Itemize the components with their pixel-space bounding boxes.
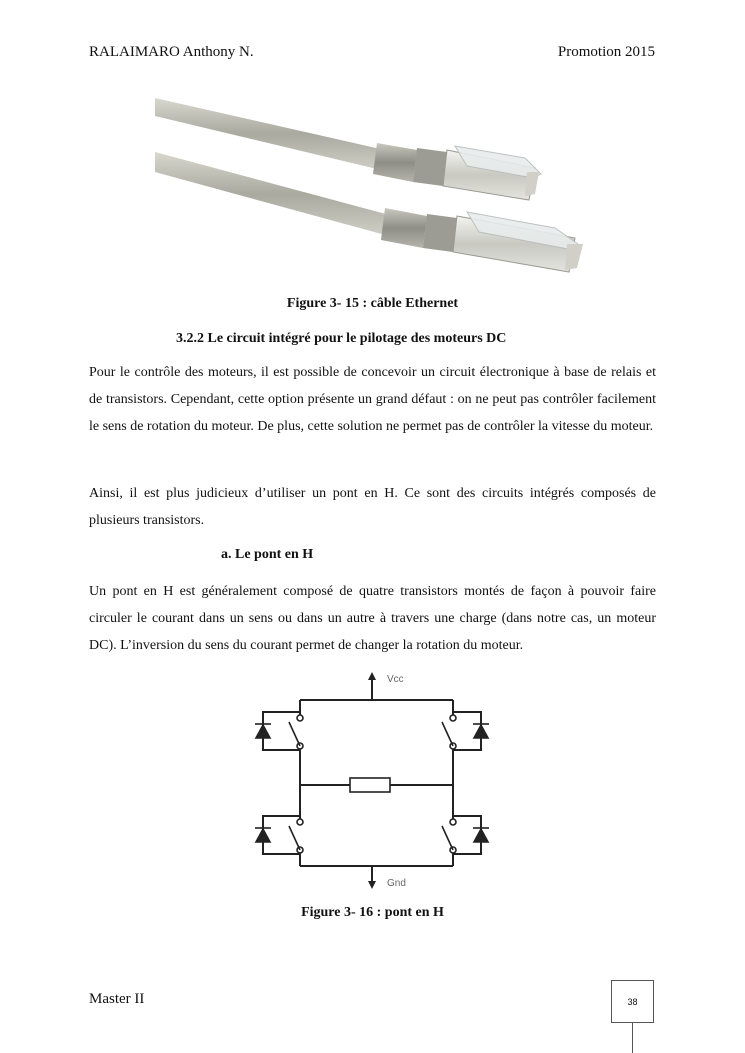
page-number: 38 xyxy=(611,980,654,1023)
gnd-label: Gnd xyxy=(387,878,406,889)
section-title: 3.2.2 Le circuit intégré pour le pilotage des moteurs DC xyxy=(176,331,507,346)
paragraph-pont-h-intro: Ainsi, il est plus judicieux d’utiliser un pont en H. Ce sont des circuits intégrés composés de plusieurs transistors. xyxy=(89,486,656,528)
figure-caption-h-bridge: Figure 3- 16 : pont en H xyxy=(301,905,444,920)
footer-label: Master II xyxy=(89,991,145,1007)
subsection-title: a. Le pont en H xyxy=(221,547,314,562)
paragraph-relais: Pour le contrôle des moteurs, il est possible de concevoir un circuit électronique à base de relais et de transistors. Cependant, cette option présente un grand défaut : on ne peut pas contrôler facilement le sens de rotation du moteur. De plus, cette solution ne permet pas de contrôler la vitesse du moteur. xyxy=(89,365,656,434)
header-promotion: Promotion 2015 xyxy=(557,44,655,60)
h-bridge-diagram xyxy=(245,668,495,893)
ethernet-cable-image xyxy=(155,88,590,283)
header-author: RALAIMARO Anthony N. xyxy=(89,44,254,60)
paragraph-pont-h-description: Un pont en H est généralement composé de quatre transistors montés de façon à pouvoir faire circuler le courant dans un sens ou dans un autre à travers une charge (dans notre cas, un moteur DC). L’inversion du sens du courant permet de changer la rotation du moteur. xyxy=(89,584,656,653)
vcc-label: Vcc xyxy=(387,674,404,685)
page-number-line xyxy=(632,1023,633,1053)
figure-caption-ethernet: Figure 3- 15 : câble Ethernet xyxy=(286,296,459,311)
